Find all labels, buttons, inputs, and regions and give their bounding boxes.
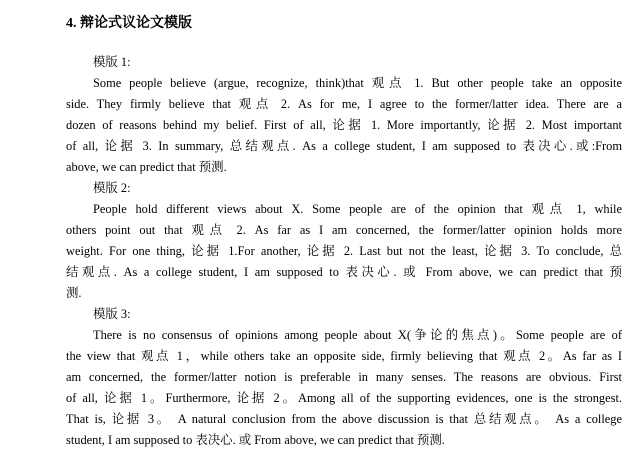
template-2-line-1: People hold different views about X. Some people are of the opinion that 观点 1, while bbox=[93, 202, 622, 216]
template-2-line-5: 测. bbox=[66, 286, 82, 300]
template-2-line-2: others point out that 观点 2. As far as I am concerned, the former/latter opinion holds more bbox=[66, 223, 622, 237]
template-1-line-1: Some people believe (argue, recognize, think)that 观点 1. But other people take an opposite bbox=[93, 76, 622, 90]
template-1-line-2: side. They firmly believe that 观点 2. As for me, I agree to the former/latter idea. There are a bbox=[66, 97, 622, 111]
template-2-line-3: weight. For one thing, 论据 1.For another, 论据 2. Last but not the least, 论据 3. To conclude, 总 bbox=[66, 244, 622, 258]
template-1-line-3: dozen of reasons behind my belief. First of all, 论据 1. More importantly, 论据 2. Most important bbox=[66, 118, 622, 132]
template-1-line-4: of all, 论据 3. In summary, 总结观点. As a college student, I am supposed to 表决心.或:From bbox=[66, 139, 622, 153]
template-3-line-4: of all, 论据 1。Furthermore, 论据 2。Among all of the supporting evidences, one is the strongest. bbox=[66, 391, 622, 405]
section-heading: 4. 辩论式议论文模版 bbox=[66, 16, 192, 31]
template-3-label: 模版 3: bbox=[93, 307, 131, 321]
template-3-line-1: There is no consensus of opinions among people about X(争论的焦点)。Some people are of bbox=[93, 328, 622, 342]
template-1-line-5: above, we can predict that 预测. bbox=[66, 160, 227, 174]
template-2-label: 模版 2: bbox=[93, 181, 131, 195]
template-3-line-6: student, I am supposed to 表决心. 或 From above, we can predict that 预测. bbox=[66, 433, 445, 447]
template-3-line-5: That is, 论据 3。 A natural conclusion from the above discussion is that 总结观点。 As a college bbox=[66, 412, 622, 426]
template-2-line-4: 结观点. As a college student, I am supposed to 表决心. 或 From above, we can predict that 预 bbox=[66, 265, 622, 279]
template-3-line-2: the view that 观点 1，while others take an opposite side, firmly believing that 观点 2。As far as I bbox=[66, 349, 622, 363]
template-3-line-3: am concerned, the former/latter notion is preferable in many senses. The reasons are obvious. First bbox=[66, 370, 622, 384]
template-1-label: 模版 1: bbox=[93, 55, 131, 69]
